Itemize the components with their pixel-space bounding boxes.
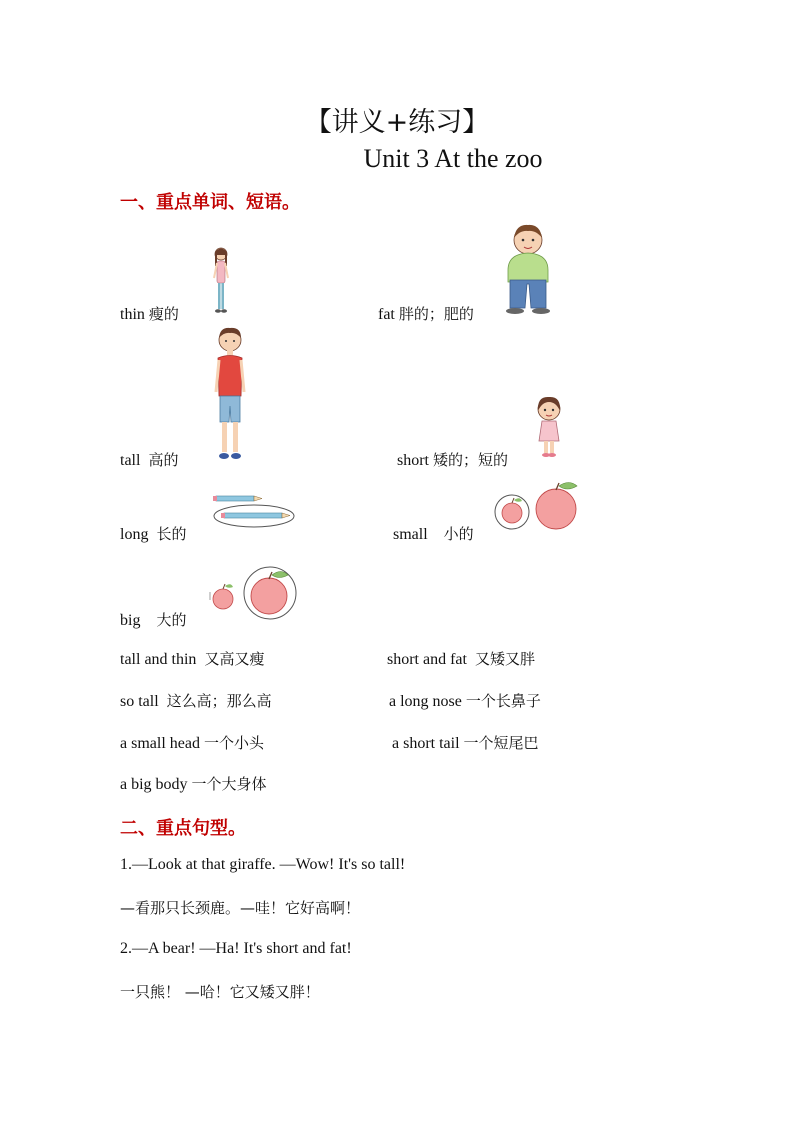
- phrase-short-and-fat-cn: 又矮又胖: [474, 650, 535, 668]
- thin-girl-illustration: [208, 246, 234, 316]
- phrase-short-tail-cn: 一个短尾巴: [463, 734, 539, 752]
- sentence-2-en: 2.—A bear! —Ha! It's short and fat!: [120, 940, 352, 957]
- sentence-1-en: 1.—Look at that giraffe. —Wow! It's so tall!: [120, 856, 406, 873]
- tall-boy-illustration: [214, 326, 246, 462]
- word-small: [393, 523, 474, 544]
- phrase-short-and-fat-en: short and fat: [387, 651, 467, 668]
- sentence-2-cn-text: 一只熊！ —哈！它又矮又胖！: [120, 983, 320, 1001]
- phrase-so-tall-cn: 这么高；那么高: [166, 692, 272, 710]
- phrase-big-body-cn: 一个大身体: [191, 775, 267, 793]
- sentence-1-cn-text: —看那只长颈鹿。—哇！它好高啊！: [120, 899, 361, 917]
- short-girl-illustration: [534, 393, 564, 461]
- word-small-en: small: [393, 526, 428, 543]
- word-thin-en: thin: [120, 306, 145, 323]
- word-tall: [120, 449, 178, 470]
- word-thin: [120, 303, 179, 324]
- word-fat-en: fat: [378, 306, 395, 323]
- phrase-short-tail-en: a short tail: [392, 735, 460, 752]
- phrase-long-nose-en: a long nose: [389, 693, 462, 710]
- phrase-small-head: [120, 732, 264, 753]
- section-heading-sentences: 二、重点句型。: [120, 818, 246, 839]
- page-subtitle: Unit 3 At the zoo: [363, 144, 543, 173]
- word-big: [120, 609, 186, 630]
- apples-big-illustration: [207, 566, 299, 622]
- word-short: [397, 449, 508, 470]
- word-small-cn: 小的: [443, 525, 474, 543]
- phrase-long-nose: [389, 690, 541, 711]
- phrase-tall-and-thin-cn: 又高又瘦: [204, 650, 265, 668]
- word-big-en: big: [120, 612, 141, 629]
- phrase-small-head-cn: 一个小头: [203, 734, 264, 752]
- phrase-long-nose-cn: 一个长鼻子: [465, 692, 541, 710]
- apples-small-illustration: [493, 480, 585, 532]
- word-fat: [378, 303, 474, 324]
- phrase-so-tall-en: so tall: [120, 693, 159, 710]
- fat-boy-illustration: [500, 222, 556, 317]
- word-short-cn: 矮的；短的: [433, 451, 509, 469]
- word-long-cn: 长的: [156, 525, 187, 543]
- section-heading-words: 一、重点单词、短语。: [120, 192, 300, 213]
- word-short-en: short: [397, 452, 429, 469]
- word-long-en: long: [120, 526, 149, 543]
- word-tall-cn: 高的: [148, 451, 179, 469]
- phrase-big-body: [120, 773, 267, 794]
- pencils-illustration: [212, 493, 296, 529]
- phrase-tall-and-thin-en: tall and thin: [120, 651, 197, 668]
- phrase-so-tall: [120, 690, 272, 711]
- sentence-1-cn: [120, 897, 360, 918]
- word-tall-en: tall: [120, 452, 141, 469]
- word-long: [120, 523, 186, 544]
- sentence-2-cn: [120, 981, 320, 1002]
- word-big-cn: 大的: [156, 611, 187, 629]
- word-fat-cn: 胖的；肥的: [398, 305, 474, 323]
- phrase-short-and-fat: [387, 648, 535, 669]
- word-thin-cn: 瘦的: [148, 305, 179, 323]
- phrase-tall-and-thin: [120, 648, 264, 669]
- phrase-small-head-en: a small head: [120, 735, 200, 752]
- phrase-big-body-en: a big body: [120, 776, 188, 793]
- phrase-short-tail: [392, 732, 539, 753]
- page-title: 【讲义+练习】: [304, 107, 490, 138]
